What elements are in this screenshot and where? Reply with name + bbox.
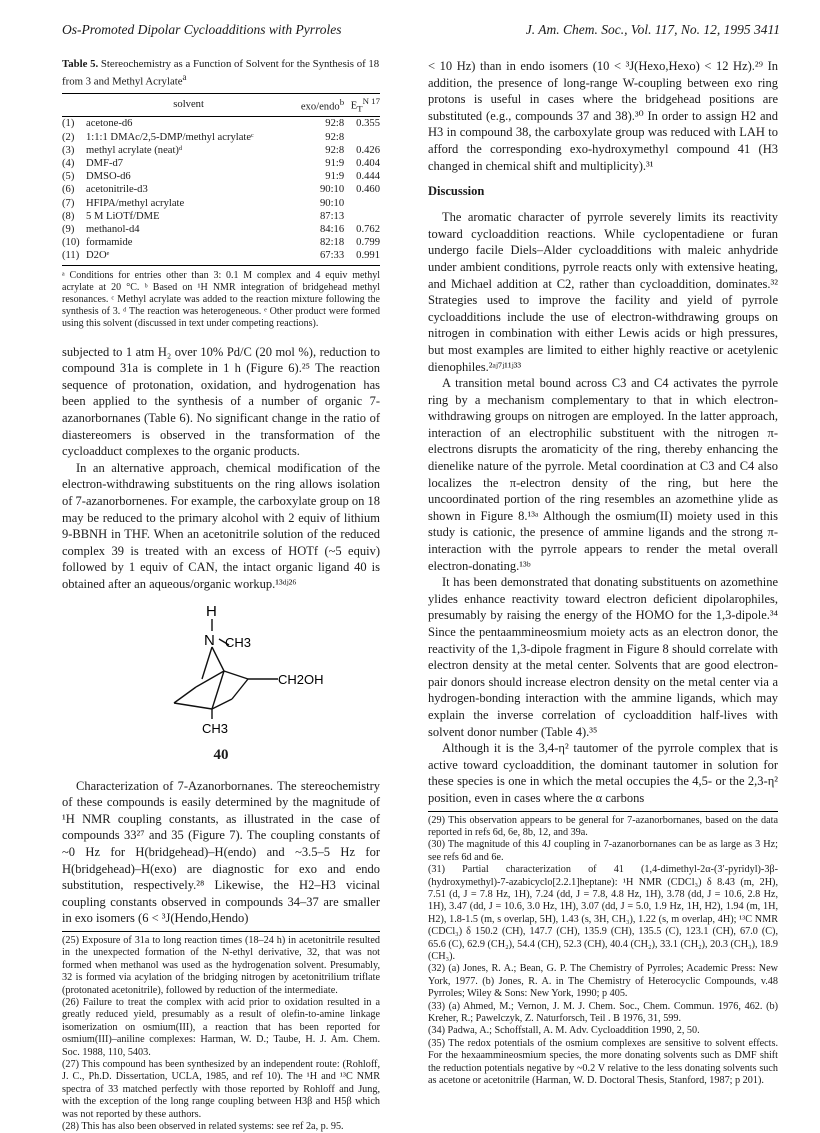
table5-cell-et [344,131,380,144]
body-paragraph: In an alternative approach, chemical modification of the electron-withdrawing substituents on the ring allows isolation of 7-azanorbornenes. For example, the carboxylate group on 18 may be reduced to the primary alcohol with 2 equiv of lithium 9-BBNH in THF. When an acetonitrile solution of the reduced complex 39 is treated with an excess of HOTf (~5 equiv) followed by 1 equiv of CAN, the intact organic ligand 40 is obtained after an aqueous/organic workup.¹³ᵈʲ²⁶ [62,460,380,591]
left-column [62,58,380,1133]
table5 [62,93,380,266]
table5-cell-ratio: 90:10 [319,197,345,209]
table5-row [62,170,380,183]
footnote: (32) (a) Jones, R. A.; Bean, G. P. The Chemistry of Pyrroles; Academic Press: New York, 1977. (b) Jones, R. A. in The Chemistry of Heterocyclic Compounds, v.48 Pyrroles; Wiley & Sons: New York, 1990; p 405. [428,963,778,1000]
structure-nme-label: CH3 [225,634,252,650]
table5-cell-ratio: 90:10 [319,184,345,196]
table5-cell-ratio: 91:9 [325,171,345,183]
table5-cell-entry: (2) [62,131,75,143]
table5-row [62,210,380,223]
body-paragraph: subjected to 1 atm H₂ over 10% Pd/C (20 mol %), reduction to compound 31a is complete in 1 h (Figure 6).²⁵ The reaction sequence of protonation, oxidation, and hydrogenation has been applied to the synthesis of a number of organic 7-azanorbornanes (Table 6). No significant change in the ratio of diastereomers is observed in the transformation of the cycloadduct complexes to the organic products. [62,344,380,459]
table5-cell-solvent: formamide [86,237,133,249]
footnote: (29) This observation appears to be general for 7-azanorbornanes, based on the data reported in refs 6d, 6e, 8b, 12, and 39a. [428,814,778,838]
table5-cell-entry: (5) [62,171,75,183]
body-paragraph: Although it is the 3,4-η² tautomer of the pyrrole complex that is active toward cycloaddition, the dominant tautomer in solution for these species is one in which the metal occupies the 4,5- or the 2,3-η² position, even in cases where the α carbons [428,741,778,805]
structure-h-label: H [206,602,217,620]
right-column [428,58,778,1087]
table5-row [62,249,380,265]
table5-cell-entry: (3) [62,144,75,156]
table5-notes: ᵃ Conditions for entries other than 3: 0.1 M complex and 4 equiv methyl acrylate at 20 °C. ᵇ Based on ¹H NMR integration of bridgehead methyl resonances. ᶜ Methyl acrylate was added to the reaction mixture following the synthesis of 3. ᵈ The reaction was heterogeneous. ᵉ Other product were formed using this solvent (discussed in text under competing reactions). [62,269,380,330]
table5-cell-et [344,197,380,210]
table5-row [62,131,380,144]
table5-cell-et: 0.460 [356,184,380,196]
table5-cell-entry: (11) [62,249,86,265]
table5-cell-et: 0.991 [344,249,380,265]
table5-cell-solvent: DMF-d7 [86,158,124,170]
footnote: (31) Partial characterization of 41 (1,4-dimethyl-2α-(3′-pyridyl)-3β-(hydroxymethyl)-7-azabicyclo[2.2.1]heptane): ¹H NMR (CDCl₃) δ 8.43 (m, 2H), 7.51 (d, J = 7.8 Hz, 1H), 7.24 (dd, J = 7.8, 4.8 Hz, 1H), 3.78 (dd, J = 10.6, 2.8 Hz, 1H), 3.47 (dd, J = 10.6, 3.0 Hz, 1H), 3.07 (dd, J = 5.0, 1.9 Hz, 1H, H2), 1.94 (m, 1H, H2), 1.8-1.5 (m, s overlap, 5H), 1.43 (s, 3H, CH₃), 1.22 (s, m overlap, 4H); ¹³C NMR (CDCl₃) δ 150.2 (CH), 147.7 (CH), 135.9 (CH), 135.5 (C), 123.1 (CH), 67.0 (C), 65.6 (C), 62.9 (CH₂), 54.4 (CH), 52.3 (CH), 40.4 (CH₂), 33.1 (CH₂), 20.3 (CH₃), 18.9 (CH₃). [428,864,778,962]
footnote: (25) Exposure of 31a to long reaction times (18–24 h) in acetonitrile resulted in the unexpected formation of the N-ethyl derivative, 32, that was not formed when methanol was used as the hydrogenation solvent. Presumably, 32 is formed via acylation of the bridging nitrogen by acetonitrilium triflate (protonated acetonitrile), followed by reduction of the intermediate. [62,934,380,996]
body-paragraph: < 10 Hz) than in endo isomers (10 < ³J(Hexo,Hexo) < 12 Hz).²⁹ In addition, the presence of long-range W-coupling between exo ring protons is useful in cases where the bridgehead positions are substituted (e.g., compounds 37 and 38).³⁰ In order to assign H2 and H3 in compound 38, the carboxylate group was reduced with LAH to afford the corresponding exo-hydroxymethyl compound 41 (H3 changed in chemical shift and multiplicity).³¹ [428,59,778,173]
footnote: (34) Padwa, A.; Schoffstall, A. M. Adv. Cycloaddition 1990, 2, 50. [428,1025,700,1037]
table5-cell-et: 0.444 [356,171,380,183]
footnote-rule [428,811,778,812]
table5-caption-sup: a [182,72,187,82]
table5-row [62,183,380,196]
table5-cell-et: 0.355 [356,118,380,130]
table5-caption [62,58,380,89]
table5-cell-entry: (6) [62,184,75,196]
structure-ch2oh-label: CH2OH [278,671,324,687]
body-paragraph: Characterization of 7-Azanorbornanes. The stereochemistry of these compounds is easily determined by the magnitude of ¹H NMR coupling constants, as illustrated in the case of compounds 33²⁷ and 35 (Figure 7). The coupling constants of ~0 Hz for H(bridgehead)–H(endo) and ~3.5–5 Hz for H(bridgehead)–H(exo) are diagnostic for exo and endo substitution, respectively.²⁸ Likewise, the H2–H3 vicinal coupling constants observed in compounds 34–37 are smaller in exo isomers (6 < ³J(Hendo,Hendo) [62,778,380,926]
body-paragraph: A transition metal bound across C3 and C4 activates the pyrrole ring by a mechanism complementary to that in which electron-withdrawing groups on nitrogen are employed. In the latter approach, interaction of an electrophilic substituent with the nitrogen π-electrons disrupts the aromaticity of the ring, thereby enhancing the dienelike nature of the pyrrole. Metal coordination at C3 and C4 also localizes the π-electron density of the ring, but here the uncoordinated portion of the ring resembles an azomethine ylide as shown in Figure 8.¹³ᵃ Although the osmium(II) moiety used in this study is cationic, the presence of ammine ligands and the strong π-interaction with the pyrrole appears to render the metal overall electron-donating.¹³ᵇ [428,376,778,573]
compound-number: 40 [213,746,229,763]
table5-cell-et: 0.404 [356,158,380,170]
table5-label: Table 5. [62,58,99,70]
table5-row [62,197,380,210]
footnote: (30) The magnitude of this 4J coupling in 7-azanorbornanes can be as large as 3 Hz; see refs 6d and 6e. [428,839,778,863]
table5-row [62,144,380,157]
table5-cell-entry: (7) [62,197,75,209]
table5-row [62,236,380,249]
section-heading-discussion: Discussion [428,184,485,199]
body-paragraph: It has been demonstrated that donating substituents on azomethine ylides enhance reactivity toward electron deficient dipolarophiles, presumably by raising the energy of the HOMO for the 1,3-dipole.³⁴ Since the pentaammineosmium moiety acts as an electron donor, the reactivity of the 1,3-dipole fragment in Figure 8 should correlate with electron density at the metal center. Solvents that are good electron-pair donors should increase electron density on the metal center via a hydrogen-bonding interaction with the ammine ligands, which may explain the inverse correlation of cycloaddition half-lives with solvent donor number (Table 4).³⁵ [428,575,778,739]
structure-n-label: N [204,631,215,649]
table5-row [62,157,380,170]
table5-cell-ratio: 92:8 [325,131,345,143]
table5-cell-solvent: acetone-d6 [86,118,133,130]
footnote-rule [62,931,380,932]
table5-header-et: $E_T^{N 17}$ [344,93,380,117]
table5-cell-solvent: HFIPA/methyl acrylate [86,197,185,209]
body-paragraph: The aromatic character of pyrrole severely limits its reactivity toward cycloaddition reactions. While cyclopentadiene or furan undergo facile Diels–Alder cycloadditions with maleic anhydride under ambient conditions, pyrrole reacts only with extensive heating, and Michael addition at C2, rather than cycloaddition, dominates.³² Strategies used to improve the facility and yield of pyrrole cycloadditions include the use of electron-withdrawing groups on nitrogen in combination with either Lewis acids or high pressures, but most examples are limited to either highly reactive or acetylenic dienophiles.²ᵃʲ⁷ʲ¹¹ʲ³³ [428,210,778,374]
running-header-title: Os-Promoted Dipolar Cycloadditions with Pyrroles [62,22,342,37]
table5-cell-ratio: 67:33 [291,249,344,265]
table5-cell-entry: (1) [62,118,75,130]
footnote: (28) This has also been observed in related systems: see ref 2a, p. 95. [62,1121,344,1133]
table5-row [62,223,380,236]
table5-cell-solvent: 1:1:1 DMAc/2,5-DMP/methyl acrylateᶜ [86,131,254,143]
footnote: (33) (a) Ahmed, M.; Vernon, J. M. J. Chem. Soc., Chem. Commun. 1976, 462. (b) Kreher, R.; Pawelczyk, Z. Naturforsch, Teil . B 1976, 31, 599. [428,1000,778,1025]
table5-header-ratio: exo/endo$^b$ [291,93,344,117]
table5-cell-ratio: 92:8 [325,144,345,156]
table5-cell-solvent: methyl acrylate (neat)ᵈ [86,144,183,156]
table5-cell-et: 0.762 [356,224,380,236]
table5-cell-ratio: 84:16 [319,224,345,236]
table5-cell-entry: (8) [62,210,75,222]
table5-cell-entry: (10) [62,237,80,249]
table5-cell-ratio: 92:8 [325,118,345,130]
table5-cell-solvent: acetonitrile-d3 [86,184,148,196]
footnote: (35) The redox potentials of the osmium complexes are sensitive to solvent effects. For the hexaammineosmium species, the more donating solvents such as DMF shift the reduction potentials negative by ~0.2 V relative to the less donating solvents such as acetone or acetonitrile (Harman, W. D. Doctoral Thesis, Stanford, 1987; p 201). [428,1037,778,1087]
structure-compound-40 [62,599,380,739]
table5-cell-et: 0.799 [356,237,380,249]
table5-cell-solvent: DMSO-d6 [86,171,131,183]
table5-row [62,117,380,131]
table5-cell-et: 0.426 [356,144,380,156]
table5-cell-entry: (9) [62,224,75,236]
table5-cell-entry: (4) [62,158,75,170]
structure-diagram [62,599,380,739]
table5-header-solvent: solvent [86,93,291,117]
table5-cell-ratio: 87:13 [319,210,345,222]
table5-caption-text: Stereochemistry as a Function of Solvent for the Synthesis of 18 from 3 and Methyl Acrylate [62,58,380,88]
table5-cell-ratio: 91:9 [325,158,345,170]
table5-cell-solvent: D2Oᵉ [86,249,291,265]
table5-cell-et [344,210,380,223]
table5-cell-ratio: 82:18 [319,237,345,249]
table5-cell-solvent: methanol-d4 [86,224,140,236]
structure-me-label: CH3 [202,720,229,736]
running-header-journal: J. Am. Chem. Soc., Vol. 117, No. 12, 1995 3411 [525,22,780,37]
table5-cell-solvent: 5 M LiOTf/DME [86,210,160,222]
footnote: (26) Failure to treat the complex with acid prior to oxidation resulted in a greatly reduced yield, presumably as a result of olefin-to-amine linkage isomerization on osmium(III), a reaction that has been reported for osmium(III)–aniline complexes: Harman, W. D.; Taube, H. J. Am. Chem. Soc. 1988, 110, 5403. [62,996,380,1058]
footnote: (27) This compound has been synthesized by an independent route: (Rohloff, J. C., Ph.D. Dissertation, UCLA, 1985, and ref 10). The ¹H and ¹³C NMR spectra of 33 matched perfectly with those reported by Rohloff and Jung, with the exception of the long range coupling between H3β and H5β which was not reported by these authors. [62,1059,380,1120]
